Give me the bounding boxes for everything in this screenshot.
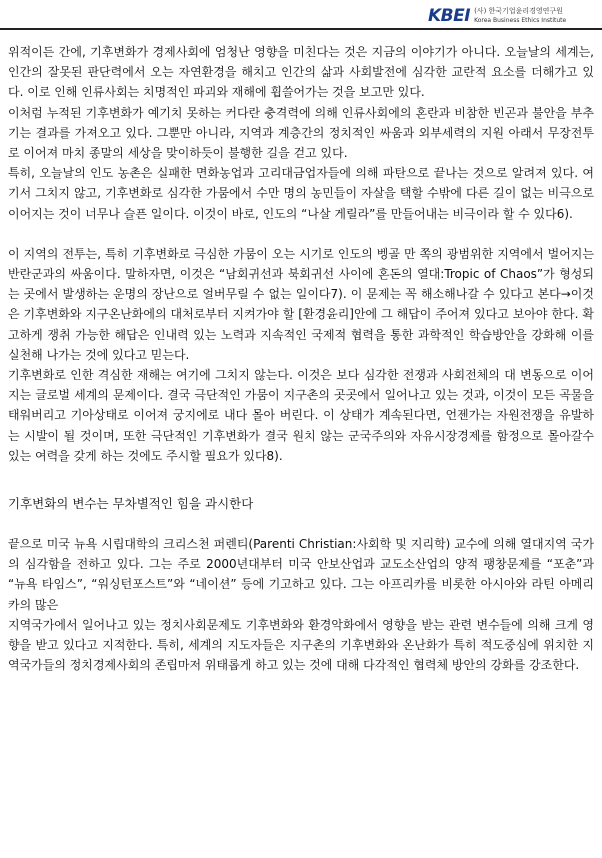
logo-english-name: Korea Business Ethics Institute <box>474 17 567 24</box>
paragraph-1: 위적이든 간에, 기후변화가 경제사회에 엄청난 영향을 미친다는 것은 지금의 이야기가 아니다. 오늘날의 세계는, 인간의 잘못된 판단력에서 오는 자연환경을 해치고 인간의 삶과 사회발전에 심각한 교란적 요소를 더해가고 있다. 이로 인해 인류사회는 치명적인 파괴와 재해에 휩쓸어가는 것을 보고만 있다. <box>8 45 594 100</box>
header-rule <box>0 28 602 30</box>
section-heading: 기후변화의 변수는 무차별적인 힘을 과시한다 <box>8 496 254 512</box>
logo-text <box>474 7 566 25</box>
paragraph-gap <box>8 224 594 244</box>
logo-mark: KBEI <box>428 6 471 26</box>
paragraph-4: 이 지역의 전투는, 특히 기후변화로 극심한 가뭄이 오는 시기로 인도의 벵골 만 쪽의 광범위한 지역에서 벌어지는 반란군과의 싸움이다. 말하자면, 이것은 “남회귀선과 북회귀선 사이에 혼돈의 열대:Tropic of Chaos”가 형성되는 곳에서 발생하는 운명의 장난으로 얼버무릴 수 없는 일이다7). 이 문제는 꼭 해소해나갈 수 있다고 본다→이것은 기후변화와 지구온난화에의 대처로부터 지켜가야 할 [환경윤리]안에 그 해답이 주어져 있다고 보아야 한다. 확고하게 쟁취 가능한 해답은 인내력 있는 노력과 지속적인 국제적 협력을 통한 과학적인 학습방안을 강화해 이를 실천해 나가는 것에 있다고 믿는다. <box>8 246 594 362</box>
paragraph-5: 기후변화로 인한 격심한 재해는 여기에 그치지 않는다. 이것은 보다 심각한 전쟁과 사회전체의 대 변동으로 이어지는 글로벌 세계의 문제이다. 결국 극단적인 가뭄이 지구촌의 곳곳에서 일어나고 있는 것과, 이것이 모든 곡물을 태워버리고 기아상태로 이어져 궁지에로 내다 몰아 버린다. 이 상태가 계속된다면, 언젠가는 자원전쟁을 유발하는 시발이 될 것이며, 또한 극단적인 기후변화가 결국 원치 않는 군국주의와 자유시장경제를 함정으로 몰아갈수 있는 여력을 갖게 하는 것에도 주시할 필요가 있다8). <box>8 368 594 463</box>
institute-logo <box>428 6 566 26</box>
document-body <box>8 42 594 675</box>
paragraph-3: 특히, 오늘날의 인도 농촌은 실패한 면화농업과 고리대금업자들에 의해 파탄으로 끝나는 것으로 알려져 있다. 여기서 그치지 않고, 기후변화로 심각한 가뭄에서 수만 명의 농민들이 자살을 택할 수밖에 다른 길이 없는 비극으로 이어지는 것이 너무나 슬픈 일이다. 이것이 바로, 인도의 “나살 게릴라”를 만들어내는 비극이라 할 수 있다6). <box>8 166 594 221</box>
paragraph-6: 끝으로 미국 뉴욕 시립대학의 크리스천 퍼렌티(Parenti Christian:사회학 및 지리학) 교수에 의해 열대지역 국가의 심각함을 전하고 있다. 그는 주로 2000년대부터 미국 안보산업과 교도소산업의 양적 팽창문제를 “포춘”과 “뉴욕 타임스”, “워싱턴포스트”와 “네이션” 등에 기고하고 있다. 그는 아프리카를 비롯한 아시아와 라틴 아메리카의 많은 <box>8 537 594 612</box>
paragraph-7: 지역국가에서 일어나고 있는 정치사회문제도 기후변화와 환경악화에서 영향을 받는 관련 변수들에 의해 크게 영향을 받고 있다고 지적한다. 특히, 세계의 지도자들은 지구촌의 기후변화와 온난화가 특히 적도중심에 위치한 지역국가들의 정치경제사회의 존립마저 위태롭게 하고 있는 것에 대해 다각적인 협력체 방안의 강화를 강조한다. <box>8 617 594 673</box>
paragraph-2: 이처럼 누적된 기후변화가 예기치 못하는 커다란 충격력에 의해 인류사회에의 혼란과 비참한 빈곤과 불안을 부추기는 결과를 가져오고 있다. 그뿐만 아니라, 지역과 계층간의 정치적인 싸움과 외부세력의 지원 아래서 무장전투로 이어져 마치 종말의 세상을 맞이하듯이 불행한 길을 걷고 있다. <box>8 105 594 161</box>
logo-korean-name: (사) 한국기업윤리경영연구원 <box>474 7 563 15</box>
page-header <box>0 0 602 30</box>
